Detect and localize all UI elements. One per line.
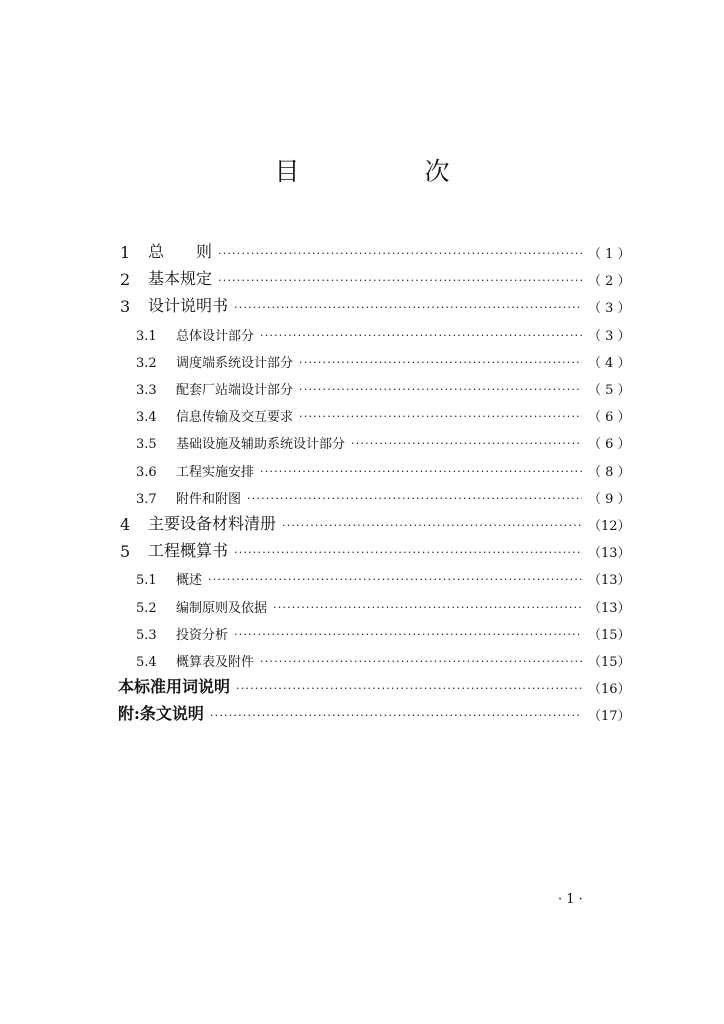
toc-entry-label: 本标准用词说明 xyxy=(118,677,231,697)
toc-entry-label: 基础设施及辅助系统设计部分 xyxy=(176,437,346,453)
dot-leader xyxy=(234,545,582,561)
toc-entry-label: 总体设计部分 xyxy=(176,328,255,344)
toc-entry[interactable] xyxy=(136,562,631,589)
toc-entry-page: （13） xyxy=(588,600,631,616)
dot-leader xyxy=(210,708,582,724)
toc-entry-number: 3.2 xyxy=(136,355,157,371)
dot-leader xyxy=(260,464,582,480)
dot-leader xyxy=(260,654,582,670)
toc-entry-page: （12） xyxy=(588,519,631,534)
dot-leader xyxy=(234,627,582,643)
dot-leader xyxy=(299,355,582,371)
toc-entry-page: （13） xyxy=(588,546,631,562)
toc-entry-label: 投资分析 xyxy=(176,627,229,643)
toc-entry[interactable] xyxy=(118,671,631,698)
toc-entry-number: 3.3 xyxy=(136,383,157,398)
toc-entry[interactable] xyxy=(136,399,631,426)
dot-leader xyxy=(351,436,582,452)
toc-entry[interactable] xyxy=(120,290,631,317)
toc-entry-number: 4 xyxy=(120,515,131,534)
toc-entry-page: （16） xyxy=(588,682,631,698)
toc-entry-number: 3.6 xyxy=(136,464,157,480)
toc-entry-number: 5 xyxy=(120,542,131,562)
toc-entry-label: 信息传输及交互要求 xyxy=(176,410,294,426)
toc-entry-label: 总 则 xyxy=(148,242,213,261)
dot-leader xyxy=(218,273,582,289)
toc-entry[interactable] xyxy=(136,345,631,371)
toc-entry-label: 工程实施安排 xyxy=(176,464,255,480)
toc-entry[interactable] xyxy=(136,644,631,670)
toc-entry-number: 5.1 xyxy=(136,573,157,589)
dot-leader xyxy=(208,572,582,588)
toc-entry[interactable] xyxy=(136,590,631,616)
toc-entry-number: 1 xyxy=(120,243,131,262)
toc-entry-label: 工程概算书 xyxy=(148,541,229,561)
toc-entry-page: （ 5 ） xyxy=(588,383,631,398)
toc-entry[interactable] xyxy=(136,372,631,398)
toc-entry[interactable] xyxy=(120,508,631,534)
toc-entry-label: 主要设备材料清册 xyxy=(148,514,277,533)
toc-entry[interactable] xyxy=(120,263,631,290)
toc-entry-page: （ 3 ） xyxy=(588,301,631,317)
toc-entry-page: （17） xyxy=(588,709,631,725)
toc-entry-page: （ 3 ） xyxy=(588,328,631,344)
dot-leader xyxy=(282,518,582,534)
toc-entry[interactable] xyxy=(136,481,631,507)
toc-entry[interactable] xyxy=(136,617,631,643)
toc-entry-page: （ 6 ） xyxy=(588,410,631,426)
dot-leader xyxy=(236,681,582,697)
toc-entry[interactable] xyxy=(120,236,631,262)
toc-entry-number: 3.5 xyxy=(136,437,157,453)
toc-entry-page: （ 1 ） xyxy=(588,247,631,262)
toc-entry[interactable] xyxy=(136,318,631,344)
dot-leader xyxy=(273,600,582,616)
page-title: 目 次 xyxy=(274,157,500,186)
toc-entry-page: （ 4 ） xyxy=(588,355,631,371)
dot-leader xyxy=(234,300,582,316)
toc-entry[interactable] xyxy=(136,454,631,480)
toc-entry-number: 5.4 xyxy=(136,655,157,670)
dot-leader xyxy=(247,491,582,507)
toc-entry-label: 基本规定 xyxy=(148,269,213,289)
toc-entry[interactable] xyxy=(118,698,631,725)
toc-entry-number: 3 xyxy=(120,297,131,317)
toc-entry-label: 概算表及附件 xyxy=(176,655,255,670)
toc-entry-label: 概述 xyxy=(176,573,203,589)
toc-entry-page: （13） xyxy=(588,573,631,589)
toc-entry-page: （ 6 ） xyxy=(588,437,631,453)
toc-entry-label: 附件和附图 xyxy=(176,491,242,507)
toc-entry-number: 5.3 xyxy=(136,627,157,643)
dot-leader xyxy=(299,409,582,425)
toc-entry-page: （15） xyxy=(588,655,631,670)
dot-leader xyxy=(299,382,582,398)
page-number: · 1 · xyxy=(558,892,583,907)
toc-entry-number: 3.1 xyxy=(136,328,157,344)
toc-entry-page: （ 9 ） xyxy=(588,491,631,507)
toc-entry-number: 5.2 xyxy=(136,600,157,616)
toc-entry-page: （15） xyxy=(588,627,631,643)
toc-entry[interactable] xyxy=(136,426,631,453)
toc-entry-label: 设计说明书 xyxy=(148,296,229,316)
toc-entry-label: 调度端系统设计部分 xyxy=(176,355,294,371)
dot-leader xyxy=(260,328,582,344)
toc-entry[interactable] xyxy=(120,535,631,562)
toc-entry-label: 编制原则及依据 xyxy=(176,600,268,616)
toc-entry-number: 2 xyxy=(120,270,131,290)
dot-leader xyxy=(218,246,582,262)
toc-entry-page: （ 8 ） xyxy=(588,464,631,480)
toc-entry-page: （ 2 ） xyxy=(588,274,631,290)
toc-entry-label: 配套厂站端设计部分 xyxy=(176,383,294,398)
toc-entry-label: 附:条文说明 xyxy=(118,704,204,724)
toc-entry-number: 3.4 xyxy=(136,410,157,426)
toc-entry-number: 3.7 xyxy=(136,491,157,507)
